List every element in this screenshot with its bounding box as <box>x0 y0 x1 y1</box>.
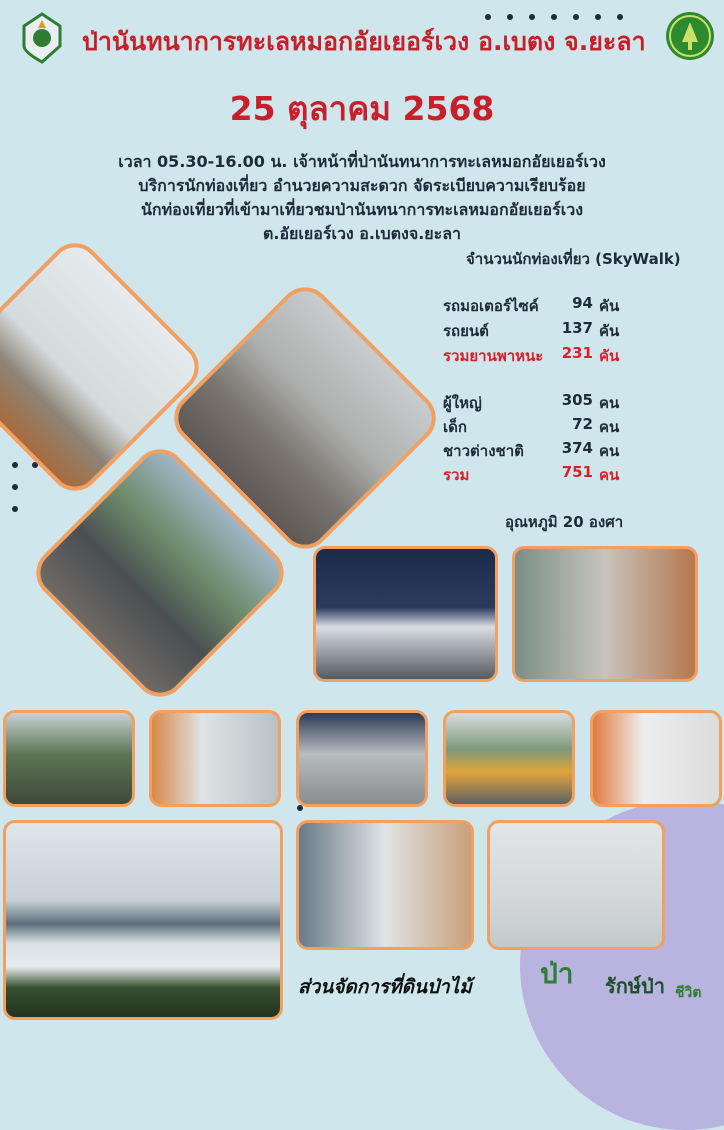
stat-row-motorcycle <box>443 294 643 318</box>
description-line: นักท่องเที่ยวที่เข้ามาเที่ยวชมป่านันทนาการทะเลหมอกอัยเยอร์เวง <box>140 200 584 219</box>
stat-row-car <box>443 319 643 343</box>
decor-dot <box>595 14 601 20</box>
stat-value: 231 <box>561 344 593 362</box>
decor-dot <box>485 14 491 20</box>
decor-dot <box>573 14 579 20</box>
description <box>20 150 704 246</box>
stat-value: 374 <box>561 439 593 457</box>
photo-checkpoint <box>296 710 428 807</box>
brand-chiwit: ชีวิต <box>675 985 702 1001</box>
stat-unit: คน <box>599 466 620 484</box>
description-line: ต.อัยเยอร์เวง อ.เบตงจ.ยะลา <box>262 224 462 243</box>
photo-skywalk-railing <box>149 710 281 807</box>
photo-waiting-hall <box>512 546 698 682</box>
photo-sea-of-mist <box>3 820 283 1020</box>
photo-foggy-skywalk <box>487 820 665 950</box>
description-line: บริการนักท่องเที่ยว อำนวยความสะดวก จัดระเบียบความเรียบร้อย <box>138 176 586 195</box>
photo-bus-night <box>313 546 498 682</box>
description-line: เวลา 05.30-16.00 น. เจ้าหน้าที่ป่านันทนาการทะเลหมอกอัยเยอร์เวง <box>118 152 606 171</box>
decor-dot <box>12 506 18 512</box>
page-title: ป่านันทนาการทะเลหมอกอัยเยอร์เวง อ.เบตง จ.ยะลา <box>82 27 646 56</box>
photo-stairway-forest <box>3 710 135 807</box>
report-date: 25 ตุลาคม 2568 <box>229 89 495 128</box>
department-emblem-icon <box>20 12 64 64</box>
decor-dot <box>551 14 557 20</box>
brand-pa: ป่า <box>540 957 574 990</box>
stat-row-foreigner <box>443 439 643 463</box>
stat-value: 137 <box>561 319 593 337</box>
stat-unit: คัน <box>599 297 620 315</box>
department-name: ส่วนจัดการที่ดินป่าไม้ <box>298 976 472 998</box>
stat-label: รวม <box>443 466 470 484</box>
stat-row-vehicle-total <box>443 344 643 368</box>
stat-label: รวมยานพาหนะ <box>443 347 544 365</box>
photo-tuktuk-parking <box>443 710 575 807</box>
brand-rak-pa: รักษ์ป่า <box>605 974 665 998</box>
stat-value: 94 <box>572 294 593 312</box>
stat-label: ผู้ใหญ่ <box>443 394 482 412</box>
stats-heading: จำนวนนักท่องเที่ยว (SkyWalk) <box>466 250 681 268</box>
photo-ticket-counter <box>590 710 722 807</box>
stat-label: ชาวต่างชาติ <box>443 442 524 460</box>
stat-value: 305 <box>561 391 593 409</box>
decor-dot <box>529 14 535 20</box>
decor-dot <box>12 462 18 468</box>
stat-row-child <box>443 415 643 439</box>
decor-dot <box>12 484 18 490</box>
stat-row-visitor-total <box>443 463 643 487</box>
stat-value: 751 <box>561 463 593 481</box>
stat-unit: คัน <box>599 322 620 340</box>
stat-row-adult <box>443 391 643 415</box>
stat-unit: คน <box>599 394 620 412</box>
stat-value: 72 <box>572 415 593 433</box>
decor-dot <box>617 14 623 20</box>
decor-dot <box>507 14 513 20</box>
forest-seal-icon <box>666 12 714 60</box>
stat-unit: คน <box>599 442 620 460</box>
stat-unit: คน <box>599 418 620 436</box>
stat-label: เด็ก <box>443 418 467 436</box>
stat-label: รถมอเตอร์ไซค์ <box>443 297 539 315</box>
photo-entrance-door <box>296 820 474 950</box>
stat-label: รถยนต์ <box>443 322 489 340</box>
stat-unit: คัน <box>599 347 620 365</box>
temperature: อุณหภูมิ 20 องศา <box>505 513 624 531</box>
